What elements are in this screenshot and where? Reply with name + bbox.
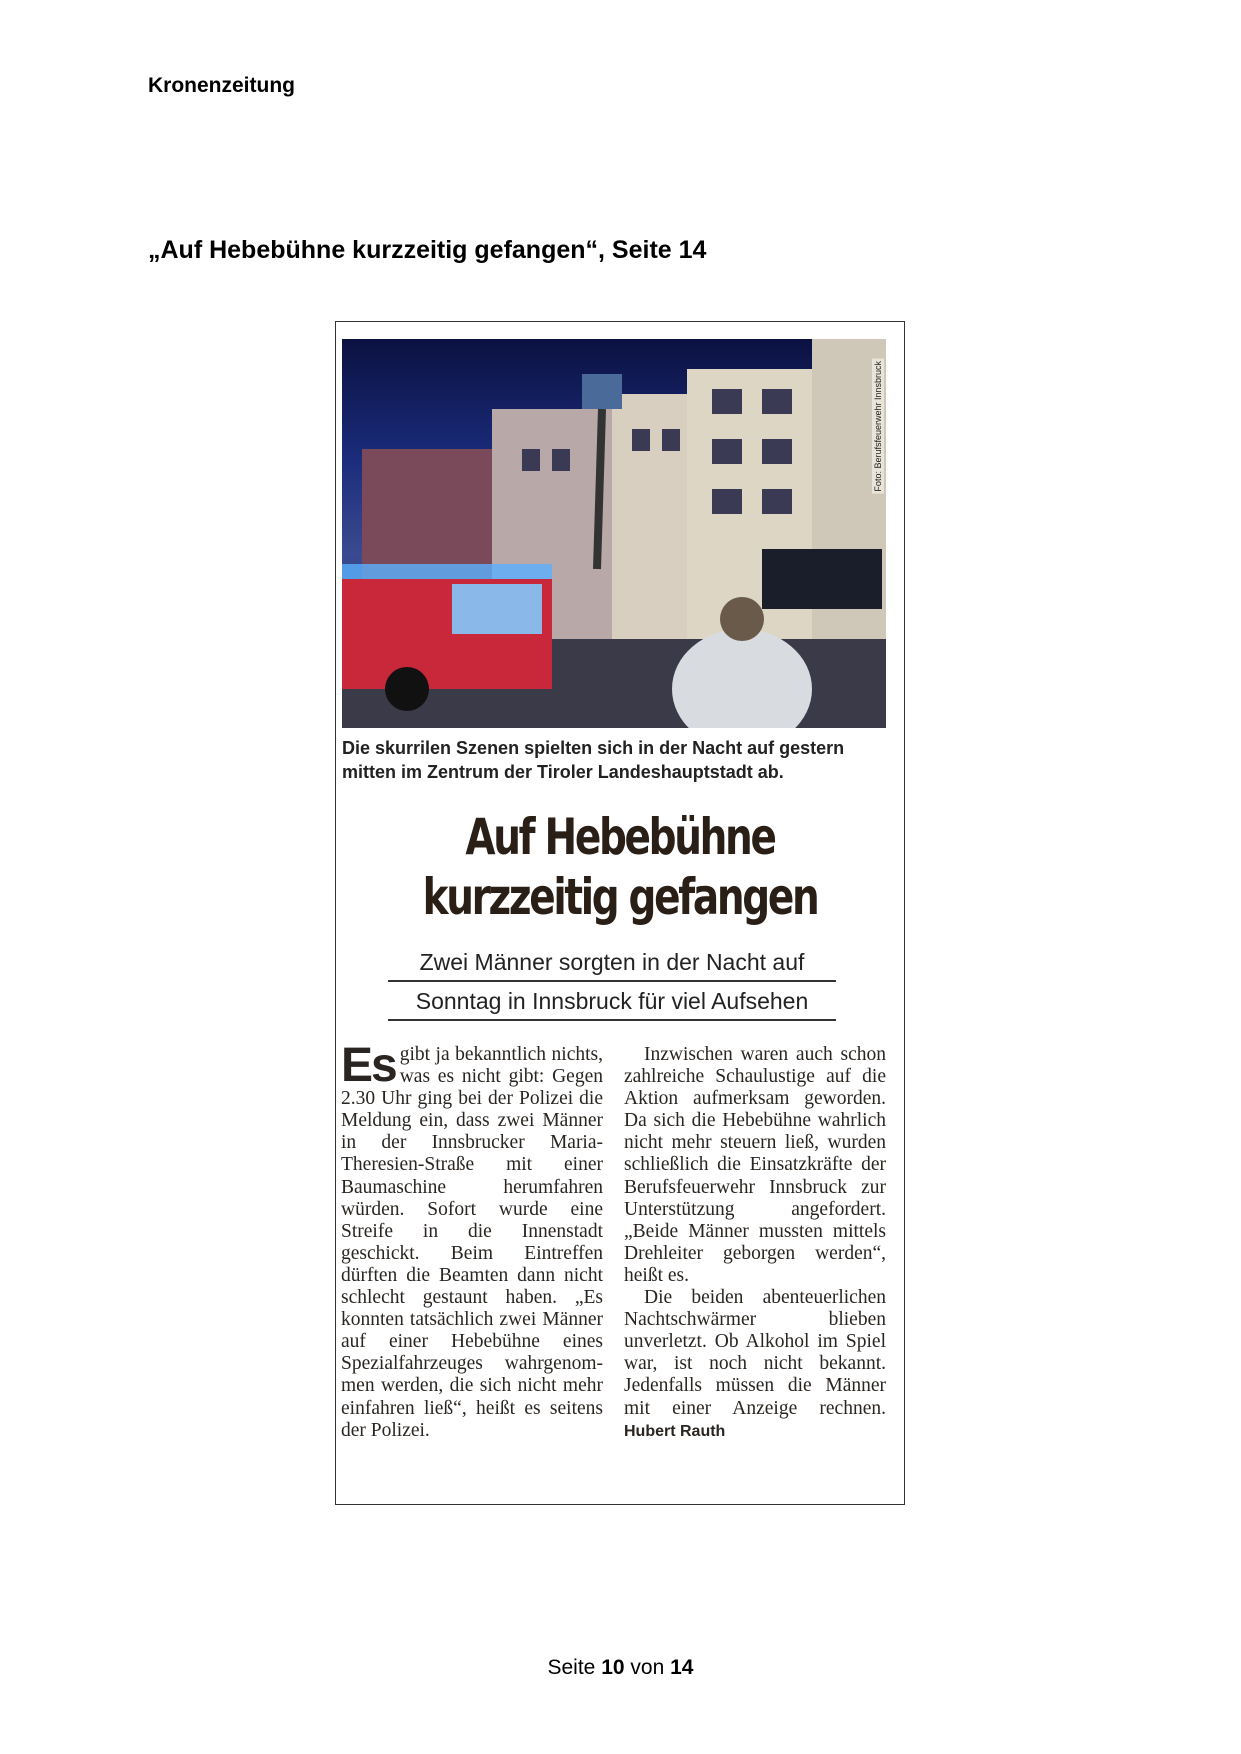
- headline-line-2: kurzzeitig gefangen: [422, 868, 818, 926]
- footer-of: von: [630, 1656, 665, 1679]
- drop-cap: Es: [341, 1039, 396, 1092]
- subheadline-line-2: Sonntag in Innsbruck für viel Aufsehen: [388, 983, 836, 1021]
- page-footer: [0, 1656, 1241, 1680]
- photo-caption: Die skurrilen Szenen spielten sich in der Nacht auf gestern mitten im Zentrum der Tiroler Landeshauptstadt ab.: [342, 738, 845, 782]
- article-column-1: [341, 1039, 603, 1442]
- night-street-fire-truck-image: [342, 339, 886, 728]
- headline: [398, 807, 841, 927]
- column-1-text: gibt ja bekanntlich nichts, was es nicht gibt: Gegen 2.30 Uhr ging bei der Polizei die Meldung ein, dass zwei Männer in der Innsbrucker Maria-Theresien-Straße mit einer Baumaschine herumfahren würden. Sofort wurde eine Streife in die Innenstadt geschickt. Beim Eintreffen dürften die Beamten dann nicht schlecht gestaunt haben. „Es konnten tatsächlich zwei Männer auf einer Hebebühne eines Spezialfahrzeuges wahrgenommen werden, die sich nicht mehr einfahren ließ“, heißt es seitens der Polizei.: [341, 1044, 603, 1441]
- column-2-paragraph-2: Die beiden abenteuerlichen Nachtschwärmer blieben unverletzt. Ob Alkohol im Spiel war, ist noch nicht bekannt. Jedenfalls müssen die Männer mit einer Anzeige rechnen.: [624, 1287, 886, 1419]
- headline-line-1: Auf Hebebühne: [465, 808, 775, 866]
- publication-name: Kronenzeitung: [148, 74, 295, 97]
- photo-credit: Foto: Berufsfeuerwehr Innsbruck: [873, 361, 883, 492]
- current-page: 10: [601, 1656, 625, 1679]
- article-column-2: [624, 1044, 886, 1443]
- subheadline-line-1: Zwei Männer sorgten in der Nacht auf: [388, 944, 836, 982]
- article-photo: [342, 339, 886, 728]
- article-reference: „Auf Hebebühne kurzzeitig gefangen“, Seite 14: [148, 236, 707, 264]
- author: Hubert Rauth: [624, 1422, 726, 1440]
- footer-prefix: Seite: [547, 1656, 596, 1679]
- newspaper-clipping: [335, 321, 905, 1505]
- column-2-paragraph-1: Inzwischen waren auch schon zahlreiche Schaulustige auf die Aktion aufmerksam geworden. Da sich die Hebebühne wahrlich nicht mehr steuern ließ, wurden schließlich die Einsatzkräfte der Berufsfeuerwehr Innsbruck zur Unterstützung angefordert. „Beide Männer mussten mittels Drehleiter geborgen werden“, heißt es.: [624, 1044, 886, 1286]
- total-pages: 14: [670, 1656, 694, 1679]
